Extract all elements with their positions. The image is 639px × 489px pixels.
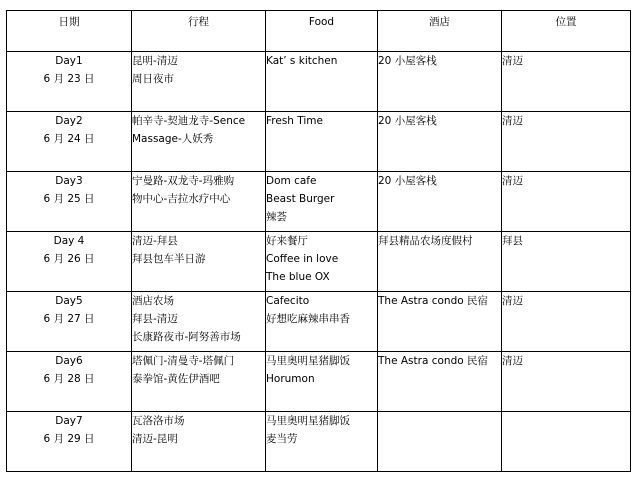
day-label: Day7 (55, 415, 83, 427)
hotel-cell (378, 292, 502, 352)
day-label: Day6 (55, 355, 83, 367)
food-line: Coffee in love (266, 253, 339, 265)
date-label: 6 月 23 日 (43, 73, 95, 85)
table-row (7, 172, 631, 232)
location-cell (502, 352, 631, 412)
header-food: Food (266, 11, 378, 52)
date-label: 6 月 24 日 (43, 133, 95, 145)
food-line: 辣荟 (266, 211, 287, 223)
hotel-line: The Astra condo 民宿 (378, 355, 489, 367)
location-label: 清迈 (502, 115, 523, 127)
hotel-cell (378, 232, 502, 292)
date-label: 6 月 26 日 (43, 253, 95, 265)
itinerary-cell (132, 172, 266, 232)
food-line: Fresh Time (266, 115, 323, 127)
itinerary-line: 泰拳馆-黄佐伊酒吧 (132, 373, 220, 385)
location-cell (502, 52, 631, 112)
food-cell (266, 112, 378, 172)
date-cell (7, 172, 132, 232)
header-location: 位置 (502, 11, 631, 52)
itinerary-line: 塔佩门-清曼寺-塔佩门 (132, 355, 235, 367)
date-cell (7, 52, 132, 112)
food-line: Cafecito (266, 295, 310, 307)
day-label: Day2 (55, 115, 83, 127)
itinerary-line: 长康路夜市-阿努善市场 (132, 331, 241, 343)
food-cell (266, 232, 378, 292)
location-label: 清迈 (502, 175, 523, 187)
itinerary-line: 宁曼路-双龙寺-玛雅购 (132, 175, 235, 187)
day-label: Day 4 (53, 235, 85, 247)
food-line: Dom cafe (266, 175, 317, 187)
header-itinerary: 行程 (132, 11, 266, 52)
date-cell (7, 352, 132, 412)
location-cell (502, 232, 631, 292)
food-cell (266, 352, 378, 412)
food-line: Kat’ s kitchen (266, 55, 338, 67)
hotel-line: The Astra condo 民宿 (378, 295, 489, 307)
date-label: 6 月 29 日 (43, 433, 95, 445)
food-cell (266, 412, 378, 472)
location-label: 清迈 (502, 355, 523, 367)
table-row (7, 352, 631, 412)
food-line: The blue OX (266, 271, 330, 283)
food-line: 好来餐厅 (266, 235, 308, 247)
location-cell (502, 292, 631, 352)
itinerary-line: 酒店农场 (132, 295, 174, 307)
itinerary-line: Massage-人妖秀 (132, 133, 214, 145)
hotel-line: 20 小屋客栈 (378, 175, 437, 187)
date-label: 6 月 27 日 (43, 313, 95, 325)
food-cell (266, 172, 378, 232)
food-line: 麦当劳 (266, 433, 298, 445)
hotel-cell (378, 112, 502, 172)
table-row (7, 52, 631, 112)
itinerary-table (6, 10, 631, 472)
food-line: 马里奥明星猪脚饭 (266, 415, 350, 427)
itinerary-cell (132, 112, 266, 172)
table-row (7, 292, 631, 352)
hotel-cell (378, 172, 502, 232)
hotel-cell (378, 412, 502, 472)
food-line: Beast Burger (266, 193, 335, 205)
day-label: Day1 (55, 55, 83, 67)
food-cell (266, 52, 378, 112)
hotel-line: 20 小屋客栈 (378, 55, 437, 67)
day-label: Day3 (55, 175, 83, 187)
itinerary-line: 拜县-清迈 (132, 313, 178, 325)
itinerary-line: 瓦洛洛市场 (132, 415, 185, 427)
food-line: Horumon (266, 373, 315, 385)
date-label: 6 月 25 日 (43, 193, 95, 205)
date-cell (7, 292, 132, 352)
location-label: 清迈 (502, 55, 523, 67)
location-cell (502, 172, 631, 232)
location-label: 清迈 (502, 295, 523, 307)
itinerary-line: 帕辛寺-契迪龙寺-Sence (132, 115, 246, 127)
itinerary-cell (132, 52, 266, 112)
table-row (7, 232, 631, 292)
hotel-cell (378, 352, 502, 412)
hotel-line: 拜县精品农场度假村 (378, 235, 473, 247)
day-label: Day5 (55, 295, 83, 307)
food-line: 马里奥明星猪脚饭 (266, 355, 350, 367)
itinerary-cell (132, 352, 266, 412)
header-date: 日期 (7, 11, 132, 52)
itinerary-line: 清迈-拜县 (132, 235, 178, 247)
location-cell (502, 112, 631, 172)
date-label: 6 月 28 日 (43, 373, 95, 385)
date-cell (7, 232, 132, 292)
itinerary-cell (132, 292, 266, 352)
itinerary-cell (132, 412, 266, 472)
itinerary-line: 拜县包车半日游 (132, 253, 206, 265)
hotel-line: 20 小屋客栈 (378, 115, 437, 127)
itinerary-line: 清迈-昆明 (132, 433, 178, 445)
date-cell (7, 112, 132, 172)
table-row (7, 112, 631, 172)
header-hotel: 酒店 (378, 11, 502, 52)
location-label: 拜县 (502, 235, 523, 247)
date-cell (7, 412, 132, 472)
header-row (7, 11, 631, 52)
food-line: 好想吃麻辣串串香 (266, 313, 350, 325)
itinerary-line: 周日夜市 (132, 73, 174, 85)
table-row (7, 412, 631, 472)
hotel-cell (378, 52, 502, 112)
itinerary-line: 昆明-清迈 (132, 55, 178, 67)
location-cell (502, 412, 631, 472)
food-cell (266, 292, 378, 352)
itinerary-cell (132, 232, 266, 292)
itinerary-line: 物中心-吉拉水疗中心 (132, 193, 231, 205)
